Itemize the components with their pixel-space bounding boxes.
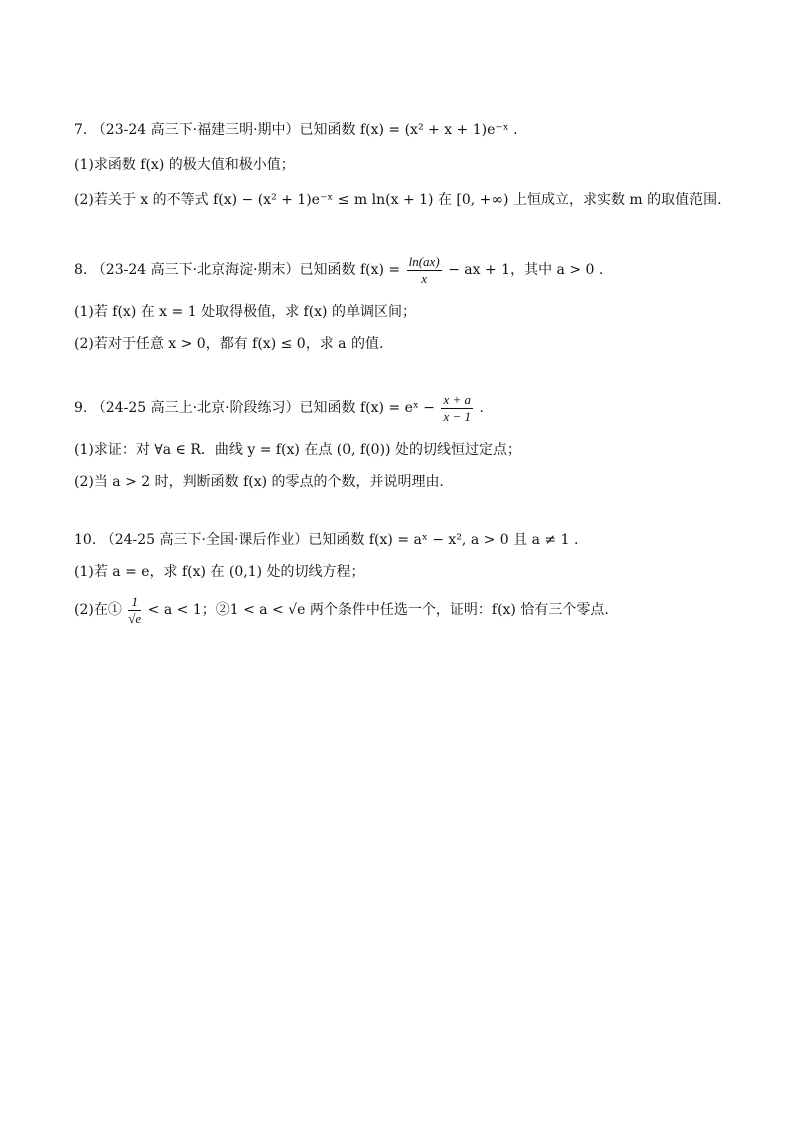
problem-7-part-2: (2)若关于 x 的不等式 f(x) − (x² + 1)e⁻ˣ ≤ m ln(x + 1) 在 [0, +∞) 上恒成立，求实数 m 的取值范围.: [74, 192, 722, 208]
fraction-numerator: ln(ax): [408, 253, 440, 269]
problem-8: [74, 250, 734, 354]
problem-10-part-1: (1)若 a = e，求 f(x) 在 (0,1) 处的切线方程；: [74, 564, 365, 580]
problem-8-header: [74, 250, 734, 290]
problem-8-header-post: − ax + 1，其中 a > 0 .: [448, 262, 604, 278]
fraction-denominator: √e: [128, 610, 142, 626]
problem-8-fraction: [407, 254, 442, 287]
problem-10-part-2: [74, 590, 734, 630]
fraction-denominator: x − 1: [443, 408, 471, 424]
problem-9-part-2: (2)当 a > 2 时，判断函数 f(x) 的零点的个数，并说明理由.: [74, 474, 444, 490]
problem-9-header-pre: 9. （24-25 高三上·北京·阶段练习）已知函数 f(x) = eˣ −: [74, 400, 435, 416]
fraction-numerator: x + a: [443, 391, 471, 407]
problem-7-header: 7. （23-24 高三下·福建三明·期中）已知函数 f(x) = (x² + x + 1)e⁻ˣ .: [74, 122, 518, 138]
problem-10-part-2-pre: (2)在①: [74, 602, 122, 618]
problem-9-header: [74, 388, 734, 428]
problem-10-header: 10. （24-25 高三下·全国·课后作业）已知函数 f(x) = aˣ − x², a > 0 且 a ≠ 1 .: [74, 532, 579, 548]
problem-7-part-1: (1)求函数 f(x) 的极大值和极小值；: [74, 157, 295, 173]
problem-9-part-1: (1)求证：对 ∀a ∈ R．曲线 y = f(x) 在点 (0, f(0)) 处的切线恒过定点；: [74, 442, 521, 458]
problem-8-header-pre: 8. （23-24 高三下·北京海淀·期末）已知函数 f(x) =: [74, 262, 401, 278]
problem-9: [74, 388, 734, 492]
problem-8-part-2: (2)若对于任意 x > 0，都有 f(x) ≤ 0，求 a 的值.: [74, 336, 384, 352]
problem-10-fraction: [128, 594, 141, 627]
problem-8-part-1: (1)若 f(x) 在 x = 1 处取得极值，求 f(x) 的单调区间；: [74, 304, 416, 320]
problem-9-header-post: .: [479, 400, 484, 416]
fraction-denominator: x: [421, 270, 428, 286]
problem-10-part-2-post: < a < 1；②1 < a < √e 两个条件中任选一个，证明：f(x) 恰有三个零点.: [147, 602, 609, 618]
problem-7: [74, 120, 734, 210]
fraction-numerator: 1: [128, 594, 141, 611]
problem-10: [74, 530, 734, 630]
problem-9-fraction: [441, 392, 473, 425]
